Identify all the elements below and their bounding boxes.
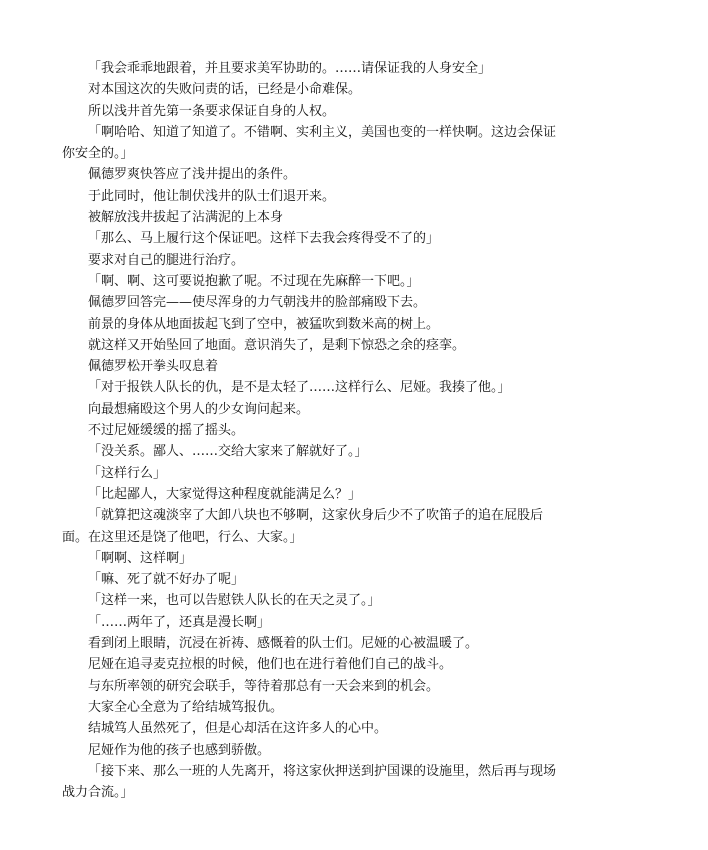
paragraph: 「我会乖乖地跟着，并且要求美军协助的。……请保证我的人身安全」 (88, 61, 492, 76)
paragraph: 看到闭上眼睛，沉浸在祈祷、感慨着的队士们。尼娅的心被温暖了。 (88, 636, 479, 652)
paragraph: 尼娅作为他的孩子也感到骄傲。 (88, 742, 271, 758)
paragraph: 要求对自己的腿进行治疗。 (88, 252, 245, 268)
paragraph: 「啊哈哈、知道了知道了。不错啊、实利主义，美国也变的一样快啊。这边会保证你安全的。」 (62, 124, 557, 162)
paragraph: 与东所率领的研究会联手，等待着那总有一天会来到的机会。 (88, 678, 440, 694)
paragraph: 「那么、马上履行这个保证吧。这样下去我会疼得受不了的」 (88, 231, 440, 247)
paragraph: 「就算把这魂淡宰了大卸八块也不够啊，这家伙身后少不了吹笛子的追在屁股后面。在这里还是饶了他吧，行么、大家。」 (62, 508, 544, 545)
paragraph: 前景的身体从地面拔起飞到了空中，被猛吹到数米高的树上。 (88, 316, 440, 332)
paragraph: 佩德罗回答完——使尽浑身的力气朝浅井的脸部痛殴下去。 (88, 295, 427, 311)
paragraph: 结城笃人虽然死了，但是心却活在这许多人的心中。 (88, 721, 388, 737)
paragraph: 「嘛、死了就不好办了呢」 (88, 572, 245, 588)
paragraph: 「……两年了，还真是漫长啊」 (88, 614, 271, 630)
novel-text-body (62, 58, 562, 803)
paragraph: 「啊啊、这样啊」 (88, 550, 193, 566)
paragraph: 向最想痛殴这个男人的少女询问起来。 (88, 401, 310, 417)
paragraph: 对本国这次的失败问责的话，已经是小命难保。 (88, 82, 362, 98)
paragraph: 于此同时，他让制伏浅井的队士们退开来。 (88, 188, 336, 204)
paragraph: 所以浅井首先第一条要求保证自身的人权。 (88, 103, 336, 119)
paragraph: 「这样行么」 (88, 465, 167, 481)
paragraph: 被解放浅井拔起了沾满泥的上本身 (88, 210, 284, 226)
paragraph: 「对于报铁人队长的仇，是不是太轻了……这样行么、尼娅。我揍了他。」 (88, 380, 511, 396)
paragraph: 佩德罗爽快答应了浅井提出的条件。 (88, 167, 297, 183)
paragraph: 就这样又开始坠回了地面。意识消失了，是剩下惊恐之余的痉挛。 (88, 337, 466, 353)
paragraph: 「没关系。鄙人、……交给大家来了解就好了。」 (88, 444, 368, 460)
paragraph: 「这样一来，也可以告慰铁人队长的在天之灵了。」 (88, 593, 381, 609)
paragraph: 「比起鄙人，大家觉得这种程度就能满足么？」 (88, 486, 362, 502)
paragraph: 不过尼娅缓缓的摇了摇头。 (88, 423, 245, 439)
paragraph: 「接下来、那么一班的人先离开，将这家伙押送到护国课的设施里，然后再与现场战力合流。」 (62, 763, 557, 801)
paragraph: 大家全心全意为了给结城笃报仇。 (88, 699, 284, 715)
paragraph: 尼娅在追寻麦克拉根的时候，他们也在进行着他们自己的战斗。 (88, 657, 453, 673)
paragraph: 佩德罗松开拳头叹息着 (88, 359, 219, 375)
paragraph: 「啊、啊、这可要说抱歉了呢。不过现在先麻醉一下吧。」 (88, 273, 420, 289)
